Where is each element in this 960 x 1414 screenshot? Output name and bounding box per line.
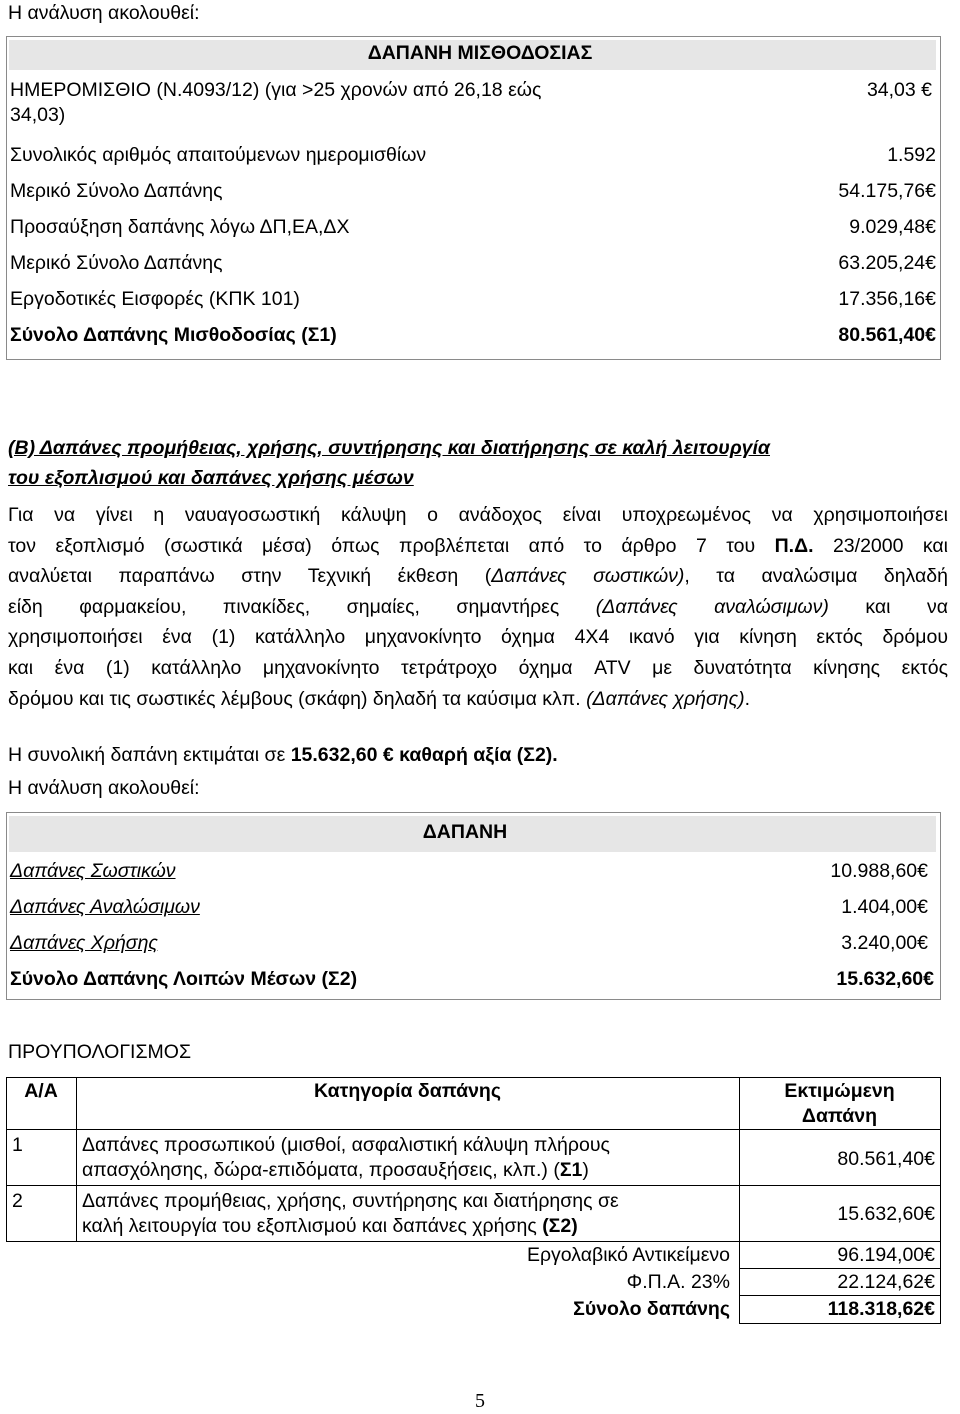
section-b-heading-cont: του εξοπλισμού και δαπάνες χρήσης μέσων: [8, 467, 414, 489]
page-number: 5: [475, 1390, 485, 1412]
budget-col-category: Κατηγορία δαπάνης: [314, 1080, 501, 1102]
budget-row-2-category: Δαπάνες προμήθειας, χρήσης, συντήρησης και διατήρησης σε: [82, 1190, 619, 1212]
budget-rule: [6, 1185, 941, 1186]
para-line-4: είδη φαρμακείου, πινακίδες, σημαίες, σημαντήρες (Δαπάνες αναλώσιμων) και να: [8, 595, 949, 618]
budget-row-1-category: Δαπάνες προσωπικού (μισθοί, ασφαλιστική κάλυψη πλήρους: [82, 1134, 610, 1156]
budget-contract-value: 96.194,00€: [837, 1244, 935, 1266]
other-row-rescue-label: Δαπάνες Σωστικών: [10, 860, 176, 882]
other-total-value: 15.632,60€: [836, 968, 934, 990]
payroll-total-value: 80.561,40€: [838, 324, 936, 346]
budget-col-aa: Α/Α: [24, 1080, 58, 1102]
payroll-row-daily-wage-label: ΗΜΕΡΟΜΙΣΘΙΟ (Ν.4093/12) (για >25 χρονών από 26,18 εώς: [10, 79, 542, 101]
budget-vat-label: Φ.Π.Α. 23%: [626, 1271, 730, 1293]
budget-rule: [6, 1129, 941, 1130]
payroll-row-surcharge-value: 9.029,48€: [849, 216, 936, 238]
analysis-intro-label-2: Η ανάλυση ακολουθεί:: [8, 777, 200, 799]
other-row-consumables-label: Δαπάνες Αναλώσιμων: [10, 896, 200, 918]
other-row-consumables-value: 1.404,00€: [841, 896, 928, 918]
budget-col-cost: Εκτιμώμενη: [784, 1080, 895, 1102]
analysis-intro-label: Η ανάλυση ακολουθεί:: [8, 2, 200, 24]
budget-row-1-value: 80.561,40€: [837, 1148, 935, 1170]
budget-title: ΠΡΟΥΠΟΛΟΓΙΣΜΟΣ: [8, 1041, 191, 1063]
payroll-row-days-value: 1.592: [887, 144, 936, 166]
total-estimate: Η συνολική δαπάνη εκτιμάται σε 15.632,60 € καθαρή αξία (Σ2).: [8, 744, 558, 766]
payroll-row-partial2-value: 63.205,24€: [838, 252, 936, 274]
payroll-row-employer-label: Εργοδοτικές Εισφορές (ΚΠΚ 101): [10, 288, 300, 310]
other-row-use-label: Δαπάνες Χρήσης: [10, 932, 158, 954]
para-line-2: τον εξοπλισμό (σωστικά μέσα) όπως προβλέπεται από το άρθρο 7 του Π.Δ. 23/2000 και: [8, 534, 948, 557]
other-row-use-value: 3.240,00€: [841, 932, 928, 954]
payroll-total-label: Σύνολο Δαπάνης Μισθοδοσίας (Σ1): [10, 324, 337, 346]
para-line-3: αναλύεται παραπάνω στην Τεχνική έκθεση (Δαπάνες σωστικών), τα αναλώσιμα δηλαδή: [8, 565, 948, 588]
payroll-row-days-label: Συνολικός αριθμός απαιτούμενων ημερομισθίων: [10, 144, 427, 166]
section-b-paragraph: [8, 500, 948, 714]
budget-vat-value: 22.124,62€: [837, 1271, 935, 1293]
budget-row-2-aa: 2: [12, 1190, 23, 1212]
payroll-row-partial-value: 54.175,76€: [838, 180, 936, 202]
budget-rule: [739, 1323, 941, 1324]
budget-total-label: Σύνολο δαπάνης: [573, 1298, 730, 1320]
budget-total-value: 118.318,62€: [827, 1298, 935, 1320]
budget-row-2-value: 15.632,60€: [837, 1203, 935, 1225]
payroll-row-daily-wage-label-cont: 34,03): [10, 104, 66, 126]
budget-row-1-aa: 1: [12, 1134, 23, 1156]
para-line-5: χρησιμοποιήσει ένα (1) κατάλληλο μηχανοκίνητο όχημα 4Χ4 ικανό για κίνηση εκτός δρόμου: [8, 626, 948, 649]
section-b-heading: (Β) Δαπάνες προμήθειας, χρήσης, συντήρησης και διατήρησης σε καλή λειτουργία: [8, 437, 770, 459]
para-line-7: δρόμου και τις σωστικές λέμβους (σκάφη) δηλαδή τα καύσιμα κλπ. (Δαπάνες χρήσης).: [8, 687, 750, 710]
payroll-row-partial-label: Μερικό Σύνολο Δαπάνης: [10, 180, 223, 202]
para-line-6: και ένα (1) κατάλληλο μηχανοκίνητο τετράτροχο όχημα ATV με δυνατότητα κίνησης εκτός: [8, 656, 948, 679]
payroll-row-daily-wage-value: 34,03 €: [866, 79, 932, 101]
budget-contract-label: Εργολαβικό Αντικείμενο: [526, 1244, 730, 1266]
budget-row-1-category-cont: απασχόλησης, δώρα-επιδόματα, προσαυξήσεις, κλπ.) (Σ1): [82, 1159, 589, 1181]
payroll-row-partial2-label: Μερικό Σύνολο Δαπάνης: [10, 252, 223, 274]
other-row-rescue-value: 10.988,60€: [830, 860, 928, 882]
other-total-label: Σύνολο Δαπάνης Λοιπών Μέσων (Σ2): [10, 968, 358, 990]
other-header: ΔΑΠΑΝΗ: [422, 821, 508, 843]
payroll-row-employer-value: 17.356,16€: [838, 288, 936, 310]
budget-col-cost-cont: Δαπάνη: [801, 1105, 878, 1127]
budget-rule: [940, 1077, 941, 1323]
para-line-1: Για να γίνει η ναυαγοσωστική κάλυψη ο ανάδοχος είναι υποχρεωμένος να χρησιμοποιήσει: [8, 504, 948, 526]
payroll-header: ΔΑΠΑΝΗ ΜΙΣΘΟΔΟΣΙΑΣ: [367, 42, 593, 64]
budget-row-2-category-cont: καλή λειτουργία του εξοπλισμού και δαπάνες χρήσης (Σ2): [82, 1215, 578, 1237]
payroll-row-surcharge-label: Προσαύξηση δαπάνης λόγω ΔΠ,ΕΑ,ΔΧ: [10, 216, 350, 238]
